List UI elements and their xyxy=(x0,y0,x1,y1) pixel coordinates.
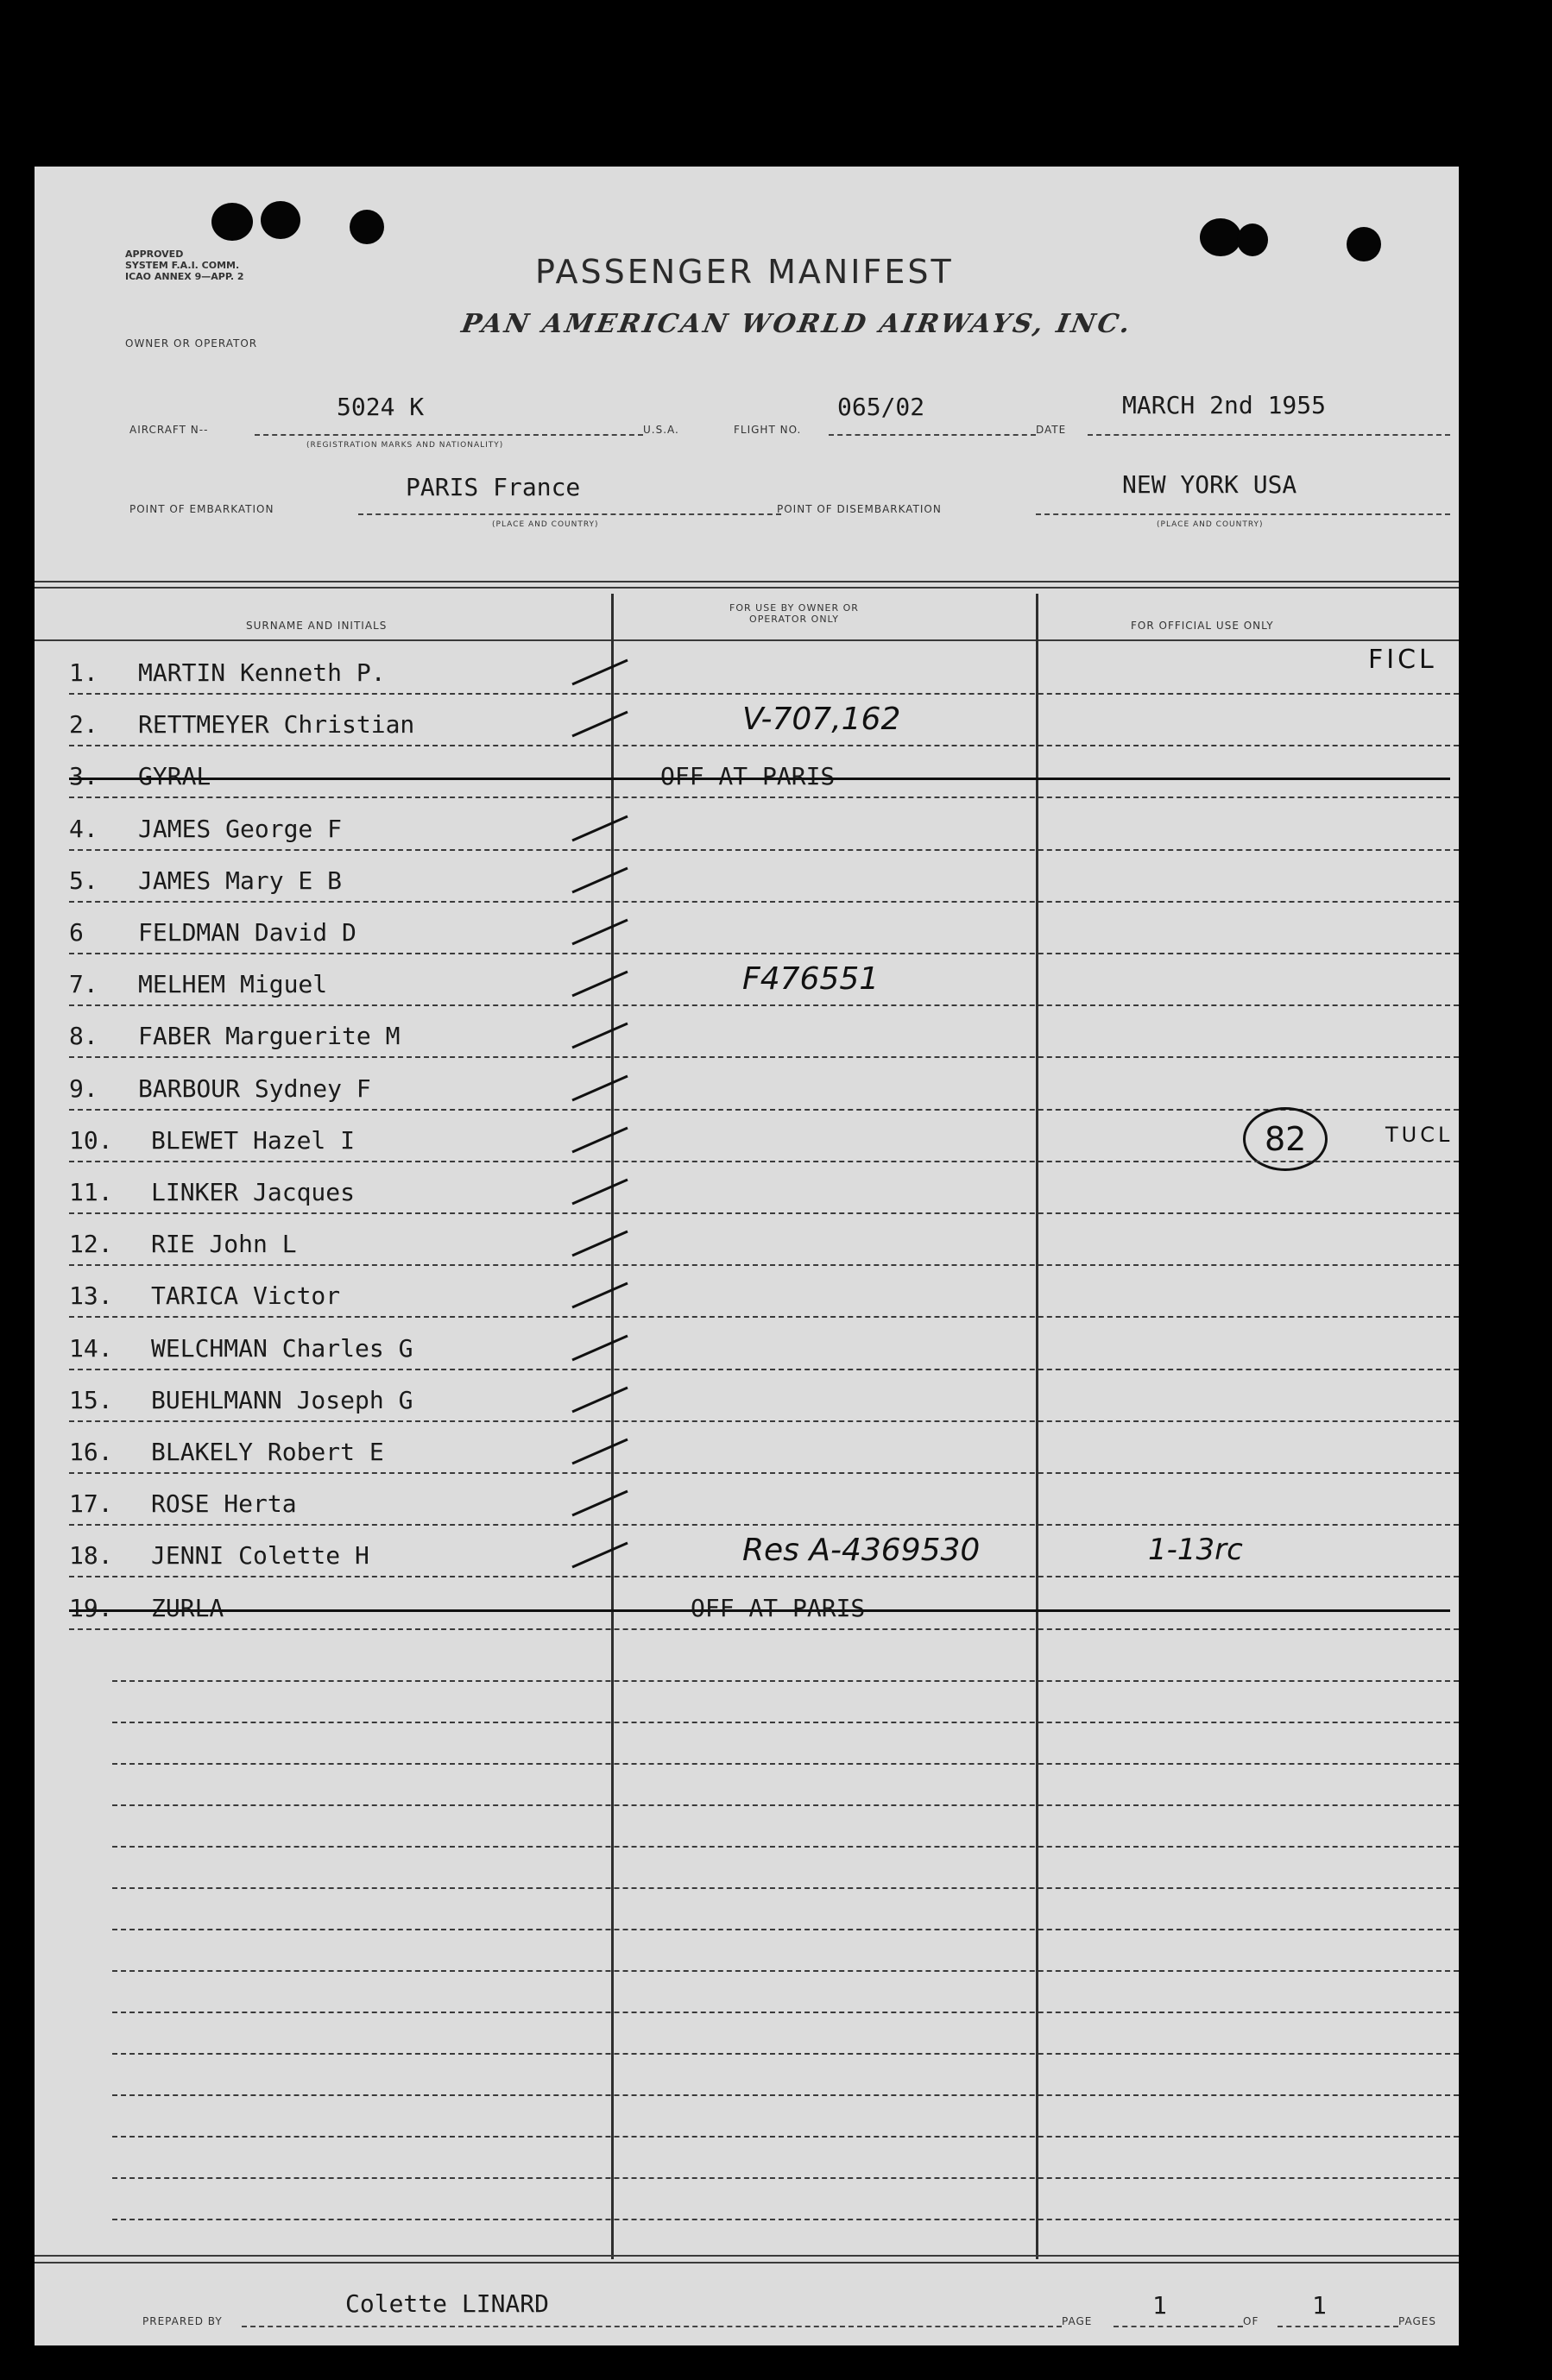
row-rule xyxy=(69,1264,1459,1266)
passenger-number: 13. xyxy=(69,1281,113,1311)
passenger-number: 10. xyxy=(69,1125,113,1155)
date-value: MARCH 2nd 1955 xyxy=(1122,391,1327,419)
disembark-value: NEW YORK USA xyxy=(1122,470,1297,499)
empty-row-rule xyxy=(112,2177,1459,2179)
manifest-sheet xyxy=(35,167,1459,2345)
table-top-rule xyxy=(35,581,1459,582)
table-row xyxy=(35,1066,1459,1118)
row-rule xyxy=(69,796,1459,798)
check-mark-icon xyxy=(565,1226,634,1261)
official-note: 1-13rc xyxy=(1148,1533,1243,1568)
approval-stamp xyxy=(125,249,244,282)
check-mark-icon xyxy=(565,1278,634,1313)
flight-underline xyxy=(829,434,1036,436)
aircraft-sublabel: (REGISTRATION MARKS AND NATIONALITY) xyxy=(306,441,504,450)
prepared-value: Colette LINARD xyxy=(345,2289,550,2318)
table-row xyxy=(35,645,1459,702)
prepared-underline xyxy=(242,2326,1062,2327)
aircraft-underline xyxy=(255,434,643,436)
flight-value: 065/02 xyxy=(837,393,925,421)
header-rule xyxy=(35,639,1459,641)
table-top-rule xyxy=(35,587,1459,589)
check-mark-icon xyxy=(565,1123,634,1157)
table-row xyxy=(35,910,1459,961)
passenger-number: 8. xyxy=(69,1022,98,1051)
table-row xyxy=(35,1013,1459,1065)
table-row xyxy=(35,1221,1459,1273)
table-row xyxy=(35,806,1459,858)
page-underline xyxy=(1114,2326,1243,2327)
empty-row-rule xyxy=(112,1846,1459,1848)
passenger-name: BUEHLMANN Joseph G xyxy=(151,1385,413,1414)
row-rule xyxy=(69,1420,1459,1422)
table-row xyxy=(35,961,1459,1013)
passenger-number: 19. xyxy=(69,1593,113,1622)
row-rule xyxy=(69,953,1459,954)
empty-row-rule xyxy=(112,1763,1459,1765)
row-rule xyxy=(69,901,1459,903)
passenger-number: 15. xyxy=(69,1385,113,1414)
passenger-name: WELCHMAN Charles G xyxy=(151,1333,413,1363)
check-mark-icon xyxy=(565,1071,634,1105)
check-mark-icon xyxy=(565,655,634,689)
aircraft-label: AIRCRAFT N-- xyxy=(129,424,209,436)
passenger-name: JAMES Mary E B xyxy=(138,866,343,895)
punch-hole xyxy=(211,203,253,241)
page-label: PAGE xyxy=(1062,2315,1093,2327)
table-row xyxy=(35,753,1459,805)
owner-note: V-707,162 xyxy=(742,702,901,738)
passenger-number: 2. xyxy=(69,710,98,740)
table-row xyxy=(35,1273,1459,1325)
prepared-label: PREPARED BY xyxy=(142,2315,223,2327)
passenger-name: BARBOUR Sydney F xyxy=(138,1074,371,1103)
owner-note: Res A-4369530 xyxy=(742,1533,981,1569)
page-value: 1 xyxy=(1152,2291,1167,2320)
disembark-sublabel: (PLACE AND COUNTRY) xyxy=(1157,520,1264,529)
passenger-number: 5. xyxy=(69,866,98,895)
passenger-number: 17. xyxy=(69,1489,113,1519)
passenger-number: 18. xyxy=(69,1541,113,1571)
passenger-name: FABER Marguerite M xyxy=(138,1022,401,1051)
passenger-number: 11. xyxy=(69,1178,113,1206)
passenger-number: 14. xyxy=(69,1333,113,1363)
passenger-name: RIE John L xyxy=(151,1230,297,1259)
passenger-number: 4. xyxy=(69,814,98,843)
passenger-name: RETTMEYER Christian xyxy=(138,710,415,740)
row-rule xyxy=(69,1004,1459,1006)
punch-hole xyxy=(350,210,384,244)
table-row xyxy=(35,1118,1459,1169)
owner-label: OWNER OR OPERATOR xyxy=(125,337,258,349)
passenger-name: BLAKELY Robert E xyxy=(151,1438,384,1466)
empty-row-rule xyxy=(112,1887,1459,1889)
disembark-label: POINT OF DISEMBARKATION xyxy=(777,503,942,515)
row-rule xyxy=(69,745,1459,746)
empty-row-rule xyxy=(112,2094,1459,2096)
passenger-name: FELDMAN David D xyxy=(138,918,356,947)
passenger-number: 16. xyxy=(69,1438,113,1466)
table-row xyxy=(35,858,1459,910)
empty-row-rule xyxy=(112,1680,1459,1682)
row-rule xyxy=(69,1316,1459,1318)
row-rule xyxy=(69,1369,1459,1370)
row-rule xyxy=(69,1161,1459,1162)
row-rule xyxy=(69,1576,1459,1577)
check-mark-icon xyxy=(565,1538,634,1572)
table-row xyxy=(35,1585,1459,1637)
embark-value: PARIS France xyxy=(406,473,581,501)
table-row xyxy=(35,1533,1459,1584)
of-label: OF xyxy=(1243,2315,1259,2327)
official-note: 82 xyxy=(1243,1107,1328,1171)
col-official-header: FOR OFFICIAL USE ONLY xyxy=(1131,620,1274,632)
usa-label: U.S.A. xyxy=(643,424,679,436)
row-rule xyxy=(69,1524,1459,1526)
empty-row-rule xyxy=(112,2053,1459,2055)
row-rule xyxy=(69,1472,1459,1474)
table-row xyxy=(35,702,1459,753)
footer-rule xyxy=(35,2255,1459,2257)
punch-hole xyxy=(1347,227,1381,261)
punch-hole xyxy=(1237,224,1268,256)
table-row xyxy=(35,1429,1459,1481)
passenger-name: GYRAL xyxy=(138,762,211,791)
empty-row-rule xyxy=(112,1929,1459,1930)
check-mark-icon xyxy=(565,1018,634,1053)
embark-sublabel: (PLACE AND COUNTRY) xyxy=(492,520,599,529)
check-mark-icon xyxy=(565,811,634,846)
row-rule xyxy=(69,849,1459,851)
passenger-name: MARTIN Kenneth P. xyxy=(138,658,386,687)
table-row xyxy=(35,1169,1459,1221)
empty-row-rule xyxy=(112,2136,1459,2138)
disembark-underline xyxy=(1036,513,1450,515)
official-note: FICL xyxy=(1368,645,1437,675)
embark-underline xyxy=(358,513,781,515)
flight-label: FLIGHT NO. xyxy=(734,424,802,436)
official-note: TUCL xyxy=(1385,1122,1454,1147)
embark-label: POINT OF EMBARKATION xyxy=(129,503,274,515)
passenger-number: 7. xyxy=(69,970,98,999)
aircraft-value: 5024 K xyxy=(337,393,425,421)
owner-note: OFF AT PARIS xyxy=(691,1593,866,1622)
table-row xyxy=(35,1377,1459,1429)
row-rule xyxy=(69,1056,1459,1058)
strike-through-line xyxy=(69,1609,1450,1612)
passenger-name: ROSE Herta xyxy=(151,1489,297,1519)
empty-row-rule xyxy=(112,1970,1459,1972)
date-label: DATE xyxy=(1036,424,1067,436)
punch-hole xyxy=(1200,218,1241,256)
owner-value: PAN AMERICAN WORLD AIRWAYS, INC. xyxy=(458,309,1135,339)
row-rule xyxy=(69,1109,1459,1111)
check-mark-icon xyxy=(565,1434,634,1469)
passenger-name: TARICA Victor xyxy=(151,1281,341,1311)
row-rule xyxy=(69,1628,1459,1630)
empty-row-rule xyxy=(112,1722,1459,1723)
empty-row-rule xyxy=(112,1804,1459,1806)
passenger-name: LINKER Jacques xyxy=(151,1178,356,1206)
passenger-number: 12. xyxy=(69,1230,113,1259)
of-underline xyxy=(1278,2326,1398,2327)
check-mark-icon xyxy=(565,915,634,949)
footer-rule xyxy=(35,2262,1459,2264)
date-underline xyxy=(1088,434,1450,436)
approval-line: SYSTEM F.A.I. COMM. xyxy=(125,260,240,271)
owner-note: F476551 xyxy=(742,961,880,998)
check-mark-icon xyxy=(565,966,634,1001)
passenger-name: ZURLA xyxy=(151,1593,224,1622)
strike-through-line xyxy=(69,778,1450,780)
check-mark-icon xyxy=(565,863,634,897)
passenger-name: JAMES George F xyxy=(138,814,343,843)
owner-note: OFF AT PARIS xyxy=(660,762,836,791)
check-mark-icon xyxy=(565,1174,634,1209)
check-mark-icon xyxy=(565,1486,634,1521)
passenger-name: JENNI Colette H xyxy=(151,1541,369,1571)
approval-line: ICAO ANNEX 9—APP. 2 xyxy=(125,271,244,282)
pages-label: PAGES xyxy=(1398,2315,1436,2327)
table-row xyxy=(35,1481,1459,1533)
table-row xyxy=(35,1325,1459,1377)
empty-row-rule xyxy=(112,2012,1459,2013)
col-surname-header: SURNAME AND INITIALS xyxy=(246,620,388,632)
passenger-name: BLEWET Hazel I xyxy=(151,1125,356,1155)
check-mark-icon xyxy=(565,707,634,741)
passenger-name: MELHEM Miguel xyxy=(138,970,328,999)
row-rule xyxy=(69,693,1459,695)
passenger-number: 3. xyxy=(69,762,98,791)
punch-hole xyxy=(261,201,300,239)
col-owner-header: FOR USE BY OWNER OR OPERATOR ONLY xyxy=(729,602,859,625)
empty-row-rule xyxy=(112,2219,1459,2220)
page-title: PASSENGER MANIFEST xyxy=(535,253,954,291)
check-mark-icon xyxy=(565,1382,634,1417)
passenger-number: 6 xyxy=(69,918,84,947)
check-mark-icon xyxy=(565,1331,634,1365)
of-value: 1 xyxy=(1312,2291,1327,2320)
row-rule xyxy=(69,1212,1459,1214)
passenger-number: 1. xyxy=(69,658,98,687)
approval-line: APPROVED xyxy=(125,249,184,260)
passenger-number: 9. xyxy=(69,1074,98,1103)
